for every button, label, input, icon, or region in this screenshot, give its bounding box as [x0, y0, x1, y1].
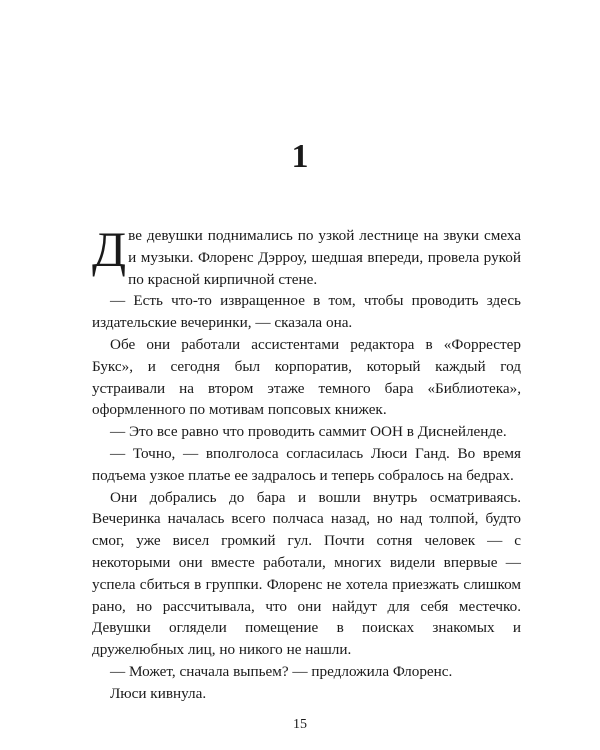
paragraph: — Может, сначала выпьем? — предложила Флоренс.: [110, 662, 453, 680]
chapter-number: 1: [291, 138, 309, 175]
paragraph: Люси кивнула.: [110, 684, 207, 702]
page-number: 15: [293, 717, 307, 732]
opening-paragraph-text: ве девушки поднимались по узкой лестнице на звуки смеха и музыки. Флоренс Дэрроу, шедшая впереди, провела рукой по красной кирпичной стене.: [128, 227, 521, 288]
paragraph: Они добрались до бара и вошли внутрь осматриваясь. Вечеринка началась всего полчаса назад, но над толпой, будто смог, уже висел громкий гул. Почти сотня человек — с некоторыми они вместе работали, многих видели впервые — успела сбиться в группки. Флоренс не хотела приезжать слишком рано, но рассчитывала, что они найдут для себя местечко. Девушки оглядели помещение в поисках знакомых и дружелюбных лиц, но никого не нашли.: [92, 488, 521, 659]
paragraph: — Есть что-то извращенное в том, чтобы проводить здесь издательские вечеринки, — сказала она.: [92, 292, 521, 332]
chapter-text: [92, 221, 521, 705]
paragraph: Обе они работали ассистентами редактора в «Форрестер Букс», и сегодня был корпоратив, который каждый год устраивали на втором этаже темного бара «Библиотека», оформленного по мотивам попсовых книжек.: [92, 335, 521, 419]
drop-cap: Д: [92, 221, 127, 277]
opening-paragraph: [92, 221, 521, 290]
paragraph: — Точно, — вполголоса согласилась Люси Ганд. Во время подъема узкое платье ее задралось и теперь собралось на бедрах.: [92, 444, 521, 484]
paragraph: — Это все равно что проводить саммит ООН в Диснейленде.: [110, 423, 507, 441]
